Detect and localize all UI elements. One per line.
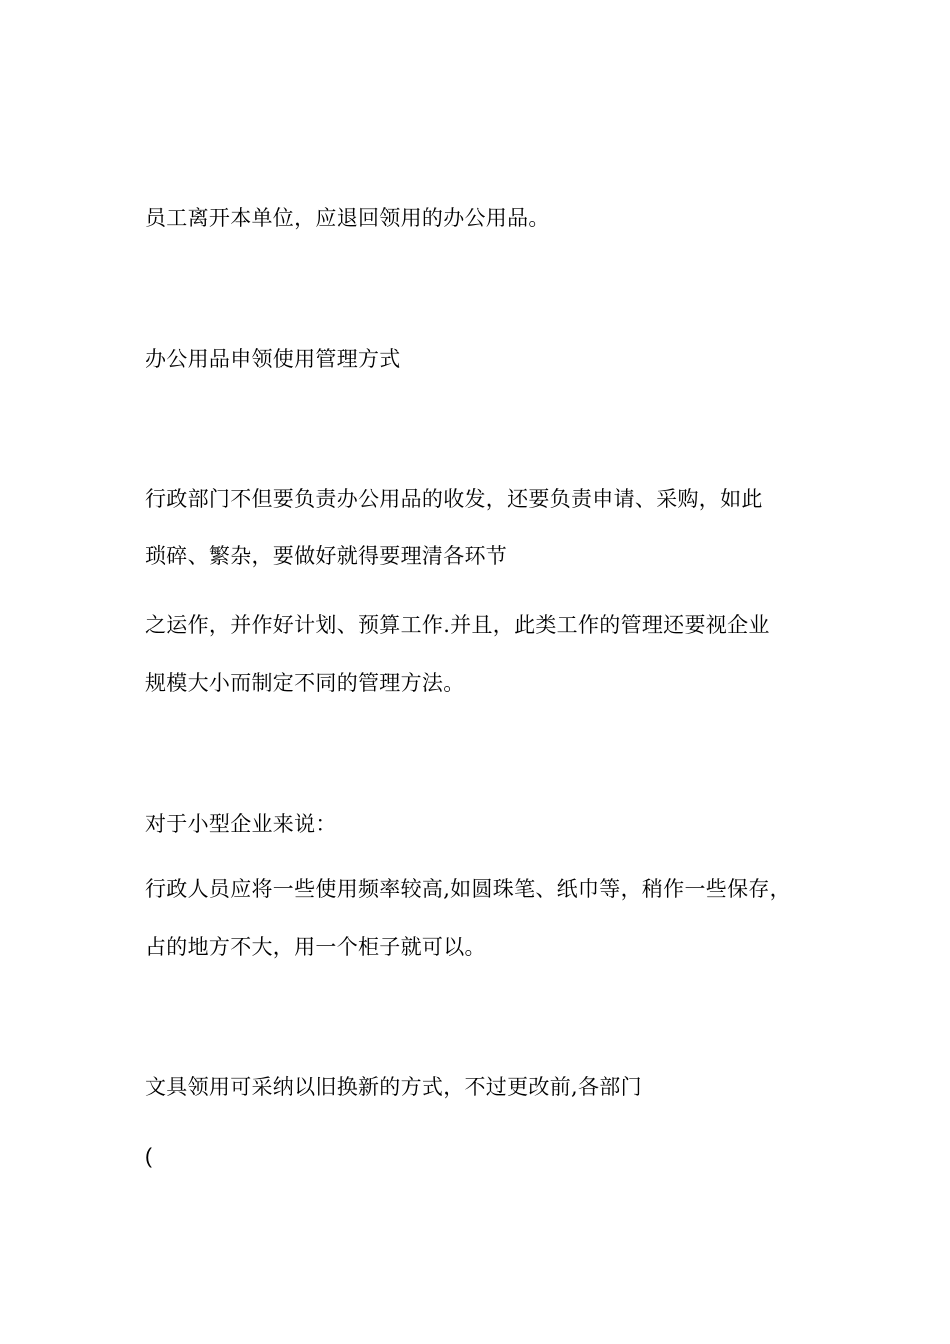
paragraph-line: 对于小型企业来说： (145, 812, 337, 836)
paragraph-line: 行政人员应将一些使用频率较高,如圆珠笔、纸巾等，稍作一些保存， (145, 877, 791, 901)
paragraph-line: 琐碎、繁杂，要做好就得要理清各环节 (145, 544, 508, 568)
paragraph-line: 之运作，并作好计划、预算工作.并且，此类工作的管理还要视企业 (145, 613, 770, 637)
paragraph-line: 行政部门不但要负责办公用品的收发，还要负责申请、采购，如此 (145, 487, 763, 511)
paragraph-line: 文具领用可采纳以旧换新的方式，不过更改前,各部门 (145, 1075, 642, 1099)
section-heading: 办公用品申领使用管理方式 (145, 347, 401, 371)
paragraph-line: 占的地方不大，用一个柜子就可以。 (145, 935, 486, 959)
open-parenthesis: ( (145, 1145, 152, 1168)
paragraph-line: 员工离开本单位，应退回领用的办公用品。 (145, 206, 550, 230)
paragraph-line: 规模大小而制定不同的管理方法。 (145, 671, 465, 695)
